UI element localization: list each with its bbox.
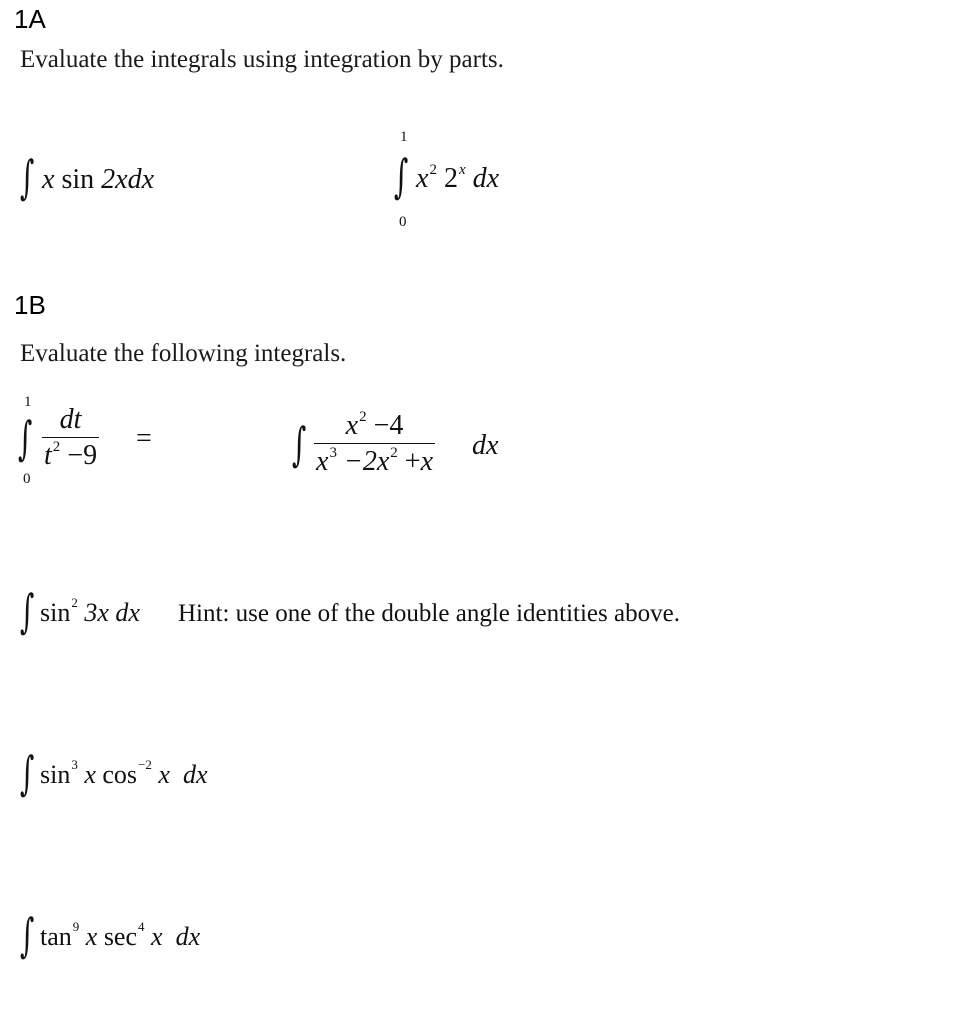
- expression: $\tan^9 x$ $\sec^4 x$ dx: [40, 919, 201, 951]
- lower-limit: 0: [23, 471, 31, 487]
- expression: x sin 2xdx: [42, 164, 154, 195]
- equals-sign: =: [136, 423, 152, 454]
- problem-1b-2: [292, 405, 522, 485]
- lower-limit: 0: [399, 214, 407, 230]
- expression: $\sin^3 x$ $\cos^{-2} x$ dx: [40, 757, 208, 789]
- problem-1a-2: [394, 128, 554, 238]
- section-label-1b: 1B: [14, 290, 46, 320]
- differential: dx: [472, 430, 499, 461]
- integral-sign-icon: ∫: [394, 149, 409, 203]
- integral-sign-icon: ∫: [292, 417, 307, 471]
- fraction: $\frac{x^2 -4}{x^3 -2x^2 +x}$: [316, 409, 433, 478]
- integral-sign-icon: ∫: [20, 908, 35, 962]
- expression: $\sin^2 3x$ dx: [40, 595, 140, 627]
- integral-sign-icon: ∫: [18, 411, 33, 465]
- integral-sign-icon: ∫: [20, 150, 35, 204]
- hint-text: Hint: use one of the double angle identities above.: [178, 600, 680, 627]
- instruction-1a: Evaluate the integrals using integration by parts.: [20, 46, 504, 73]
- upper-limit: 1: [24, 394, 32, 410]
- integral-sign-icon: ∫: [20, 584, 35, 638]
- fraction: $\frac{dt}{t^2 -9}$: [44, 404, 98, 472]
- instruction-1b: Evaluate the following integrals.: [20, 340, 347, 367]
- integral-sign-icon: ∫: [20, 746, 35, 800]
- expression: $x^2$ 2$^x$ dx: [416, 162, 500, 194]
- section-label-1a: 1A: [14, 4, 46, 34]
- upper-limit: 1: [400, 129, 408, 145]
- problem-1b-1: [18, 395, 158, 490]
